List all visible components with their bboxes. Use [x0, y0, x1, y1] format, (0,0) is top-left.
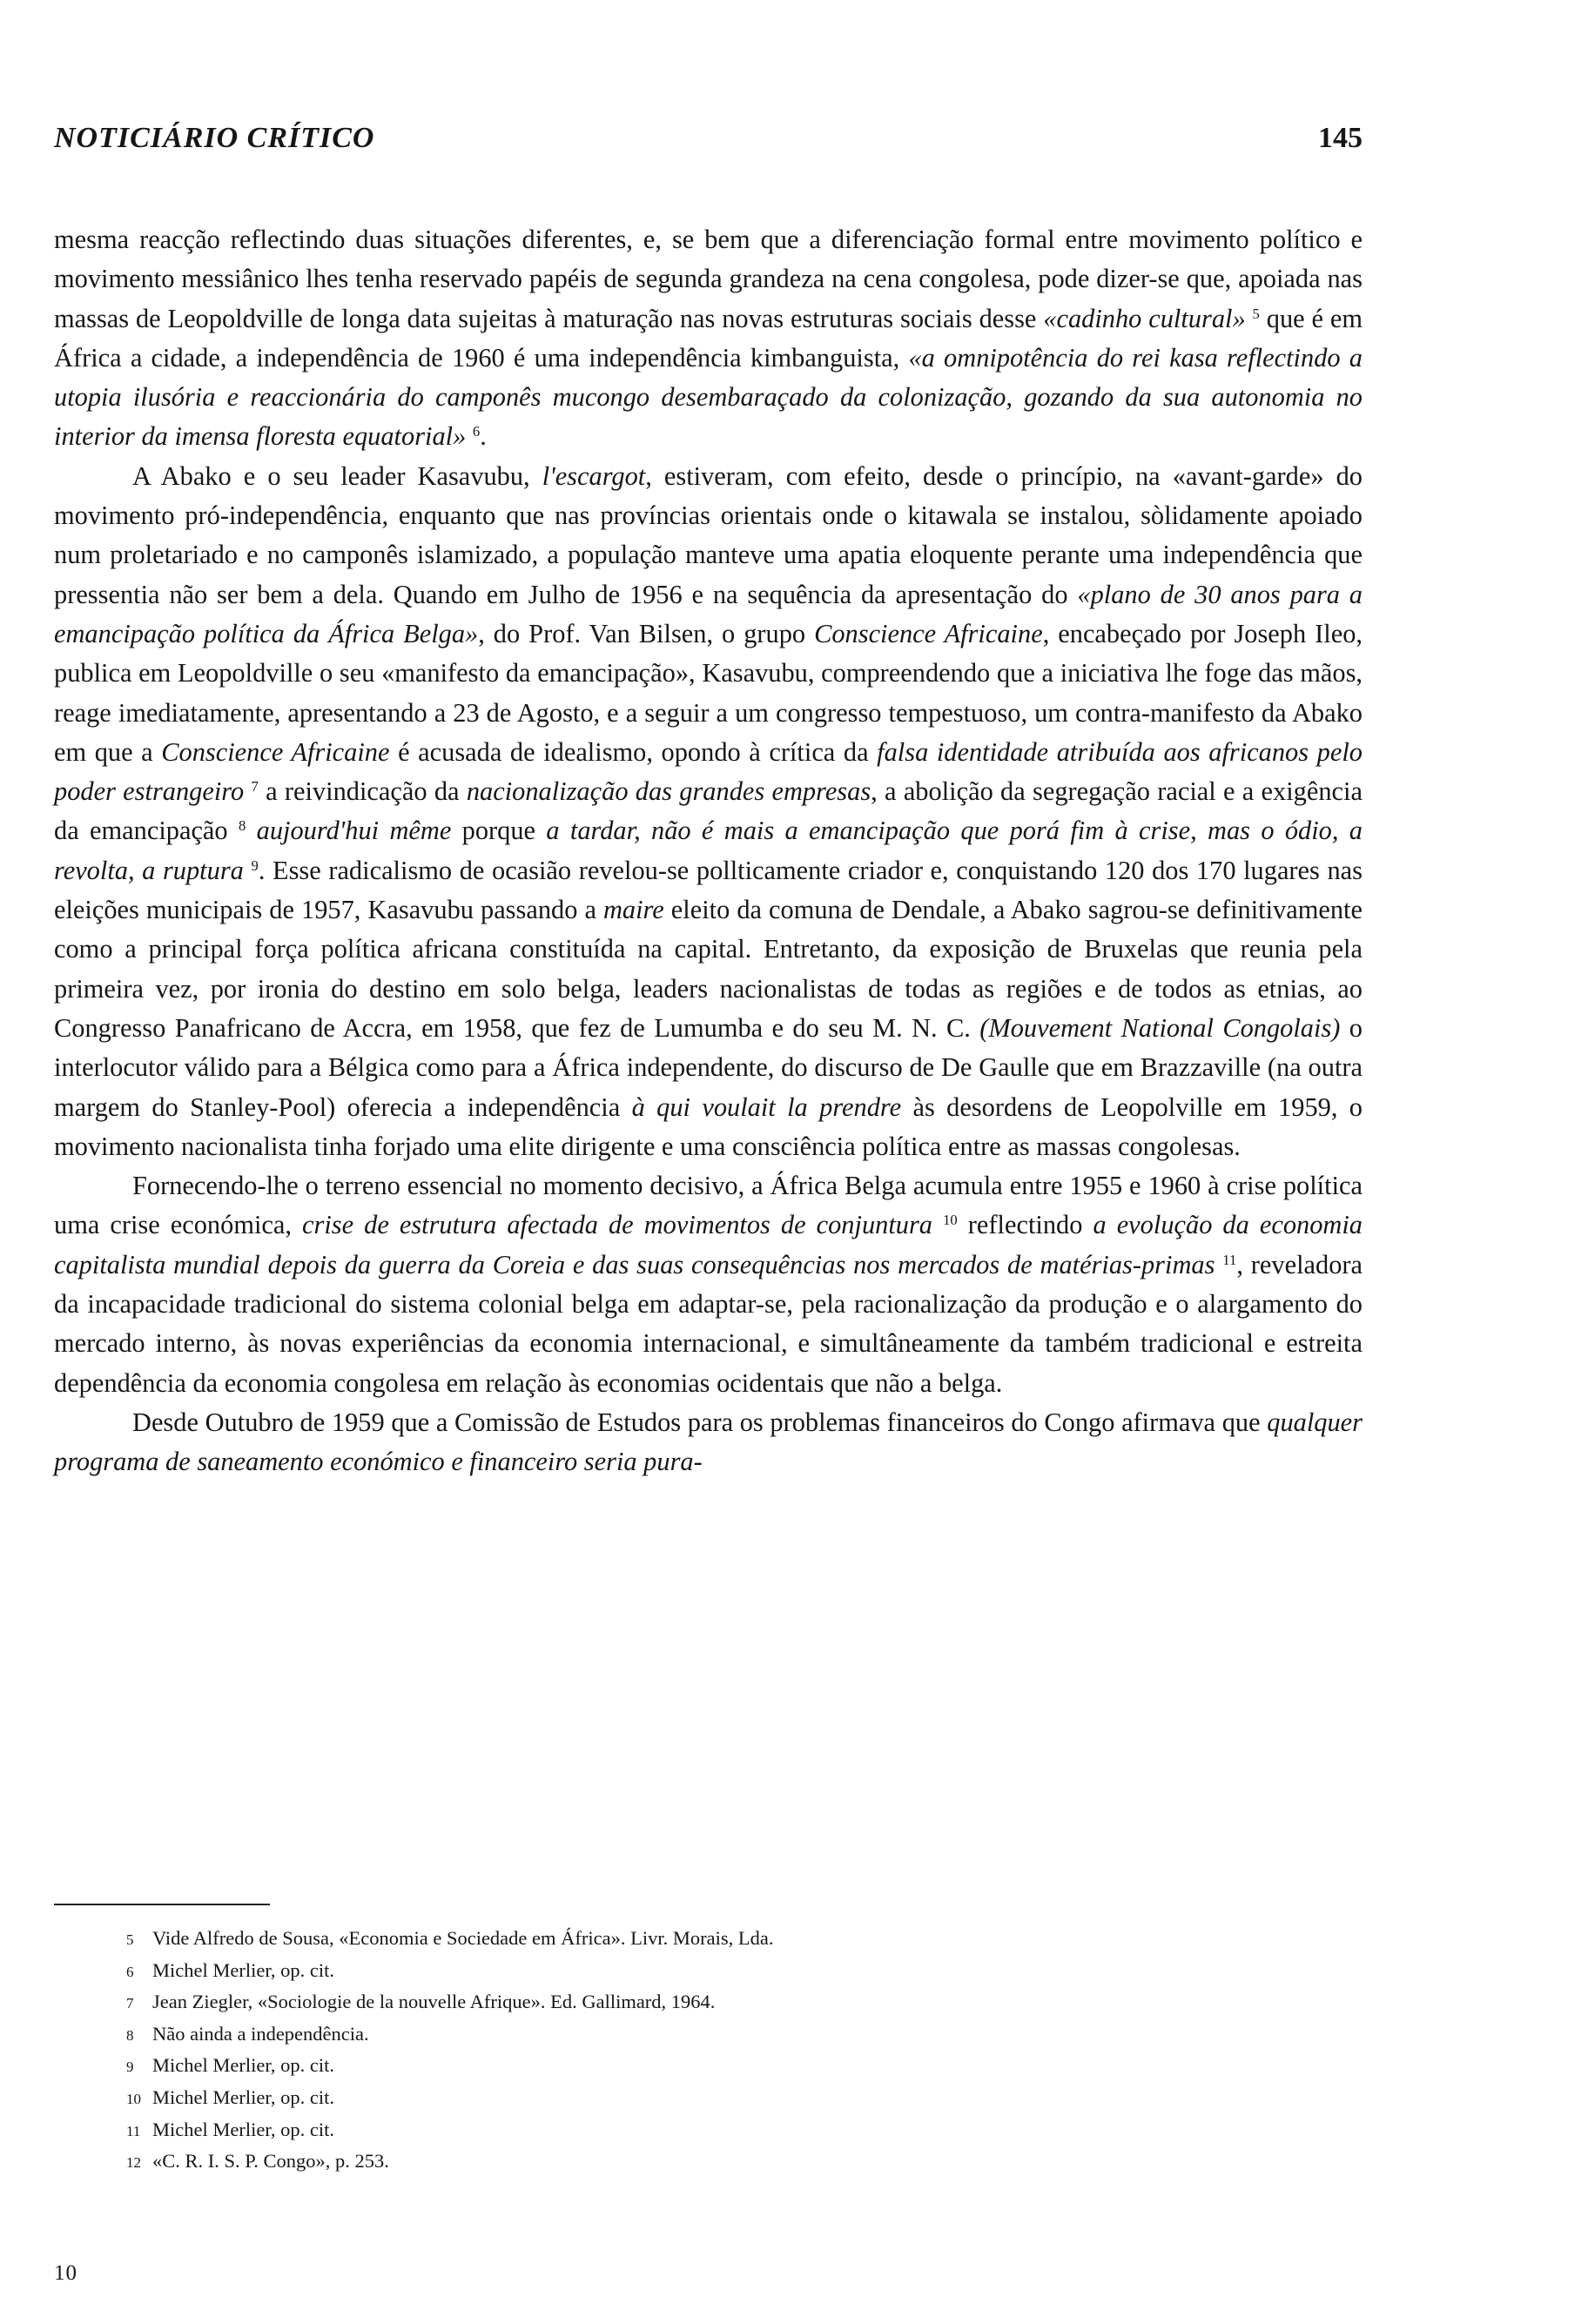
text-run: A Abako e o seu leader Kasavubu,	[132, 460, 542, 491]
body-text	[54, 220, 1363, 1482]
text-run: às desordens de Leopolville em 1959, o movimento nacionalista tinha forjado uma elite dirigente e uma consciência política entre as massas congolesas.	[54, 1091, 1363, 1161]
text-run: que é em África a cidade, a independência de 1960 é uma independência kimbanguista,	[54, 303, 1363, 373]
italic-run: «a omnipotência do rei kasa reflectindo a utopia ilusória e reaccionária do camponês mucongo desembaraçado da colonização, gozando da sua autonomia no interior da imensa floresta equatorial»	[54, 342, 1363, 452]
paragraph	[54, 1403, 1363, 1482]
footnote-text: Michel Merlier, op. cit.	[152, 1958, 335, 1981]
footnote-number: 11	[126, 2122, 141, 2139]
footnote	[126, 2051, 1258, 2083]
footnote	[126, 2083, 1258, 2115]
italic-run: l'escargot	[542, 460, 646, 491]
footnote-number: 8	[126, 2026, 134, 2044]
italic-run: «plano de 30 anos para a emancipação política da África Belga»	[54, 579, 1363, 648]
text-run	[466, 421, 473, 451]
italic-run: aujourd'hui même	[256, 816, 452, 846]
footnote	[126, 2146, 1258, 2179]
footnote-text: Michel Merlier, op. cit.	[152, 2118, 335, 2140]
footnote	[126, 1987, 1258, 2019]
text-run	[246, 816, 256, 845]
text-run: a reivindicação da	[258, 776, 467, 807]
italic-run: nacionalização das grandes empresas	[466, 776, 871, 807]
text-run: eleito da comuna de Dendale, a Abako sagrou-se definitivamente como a principal força política africana constituída na capital. Entretanto, da exposição de Bruxelas que reunia pela primeira vez, por ironia do destino em solo belga, leaders nacionalistas de todas as regiões e de todos as etnias, ao Congresso Panafricano de Accra, em 1958, que fez de Lumumba e do seu M. N. C.	[54, 895, 1363, 1043]
italic-run: falsa identidade atribuída aos africanos pelo poder estrangeiro	[54, 736, 1363, 807]
italic-run: a tardar, não é mais a emancipação que porá fim à crise, mas o ódio, a revolta, a ruptura	[54, 816, 1363, 885]
footnote-rule	[54, 1904, 270, 1905]
page-number: 145	[1318, 122, 1363, 154]
footnote-text: Vide Alfredo de Sousa, «Economia e Sociedade em África». Livr. Morais, Lda.	[152, 1927, 774, 1949]
text-run: reflectindo	[957, 1210, 1093, 1240]
footnote-number: 7	[126, 1995, 134, 2012]
footnote-text: Michel Merlier, op. cit.	[152, 2054, 335, 2077]
footnote-text: Não ainda a independência.	[152, 2022, 369, 2045]
text-run: porque	[451, 816, 547, 846]
italic-run: a evolução da economia capitalista mundial depois da guerra da Coreia e das suas consequências nos mercados de matérias-primas	[54, 1210, 1363, 1280]
text-run: , reveladora da incapacidade tradicional do sistema colonial belga em adaptar-se, pela racionalização da produção e o alargamento do mercado interno, às novas experiências da economia internacional, e simultâneamente da também tradicional e estreita dependência da economia congolesa em relação às economias ocidentais que não a belga.	[54, 1249, 1363, 1398]
footnote-number: 9	[126, 2059, 134, 2076]
text-run: , estiveram, com efeito, desde o princípio, na «avant-garde» do movimento pró-independência, enquanto que nas províncias orientais onde o kitawala se instalou, sòlidamente apoiado num proletariado e no camponês islamizado, a população manteve uma apatia eloquente perante uma independência que pressentia não ser bem a dela. Quando em Julho de 1956 e na sequência da apresentação do	[54, 460, 1363, 609]
footnote	[126, 1924, 1258, 1956]
text-run: Desde Outubro de 1959 que a Comissão de Estudos para os problemas financeiros do Congo afirmava que	[132, 1407, 1268, 1437]
text-run	[1215, 1250, 1222, 1280]
footnotes	[126, 1924, 1258, 2179]
footnote-ref: 10	[943, 1212, 958, 1229]
text-run: o interlocutor válido para a Bélgica como para a África independente, do discurso de De Gaulle que em Brazzaville (na outra margem do Stanley-Pool) oferecia a independência	[54, 1012, 1363, 1122]
footnote-number: 5	[126, 1931, 134, 1948]
footnote-text: Michel Merlier, op. cit.	[152, 2086, 335, 2108]
paragraph	[54, 457, 1363, 1166]
footnote-text: Jean Ziegler, «Sociologie de la nouvelle Afrique». Ed. Gallimard, 1964.	[152, 1991, 716, 2013]
footnote-number: 12	[126, 2154, 141, 2172]
footnote-text: «C. R. I. S. P. Congo», p. 253.	[152, 2150, 389, 2173]
paragraph	[54, 1166, 1363, 1403]
footnote-number: 6	[126, 1963, 134, 1980]
signature-mark: 10	[54, 2261, 77, 2285]
text-run: Fornecendo-lhe o terreno essencial no momento decisivo, a África Belga acumula entre 1955 e 1960 à crise política uma crise económica,	[54, 1171, 1363, 1240]
text-run: , do Prof. Van Bilsen, o grupo	[478, 618, 815, 648]
running-head: NOTICIÁRIO CRÍTICO	[54, 122, 375, 154]
text-run: , a abolição da segregação racial e a exigência da emancipação	[54, 776, 1363, 846]
text-run: . Esse radicalismo de ocasião revelou-se pollticamente criador e, conquistando 120 dos 170 lugares nas eleições municipais de 1957, Kasavubu passando a	[54, 855, 1363, 925]
footnote-ref: 7	[251, 778, 259, 796]
text-run: .	[480, 421, 487, 452]
footnote	[126, 2019, 1258, 2052]
text-run	[1246, 304, 1253, 333]
text-run: é acusada de idealismo, opondo à crítica da	[389, 736, 878, 767]
italic-run: maire	[602, 895, 664, 925]
text-run: mesma reacção reflectindo duas situações diferentes, e, se bem que a diferenciação formal entre movimento político e movimento messiânico lhes tenha reservado papéis de segunda grandeza na cena congolesa, pode dizer-se que, apoiada nas massas de Leopoldville de longa data sujeitas à maturação nas novas estruturas sociais desse	[54, 225, 1363, 333]
footnote	[126, 1956, 1258, 1988]
italic-run: Conscience Africaine	[161, 736, 390, 767]
italic-run: à qui voulait la prendre	[631, 1091, 902, 1122]
italic-run: qualquer programa de saneamento económico e financeiro seria pura-	[54, 1407, 1363, 1477]
footnote	[126, 2115, 1258, 2147]
paragraph	[54, 220, 1363, 457]
italic-run: crise de estrutura afectada de movimentos de conjuntura	[302, 1210, 933, 1240]
footnote-ref: 9	[251, 856, 259, 874]
footnote-ref: 6	[472, 423, 481, 440]
footnote-ref: 5	[1252, 305, 1260, 322]
footnote-number: 10	[126, 2090, 141, 2107]
italic-run: Conscience Africaine	[814, 618, 1043, 648]
text-run	[932, 1210, 943, 1239]
italic-run: «cadinho cultural»	[1043, 303, 1246, 333]
footnote-ref: 8	[238, 817, 246, 835]
italic-run: (Mouvement National Congolais)	[979, 1012, 1341, 1043]
footnote-ref: 11	[1222, 1251, 1237, 1268]
text-run: , encabeçado por Joseph Ileo, publica em Leopoldville o seu «manifesto da emancipação», Kasavubu, compreendendo que a iniciativa lhe foge das mãos, reage imediatamente, apresentando a 23 de Agosto, e a seguir a um congresso tempestuoso, um contra-manifesto da Abako em que a	[54, 618, 1363, 767]
